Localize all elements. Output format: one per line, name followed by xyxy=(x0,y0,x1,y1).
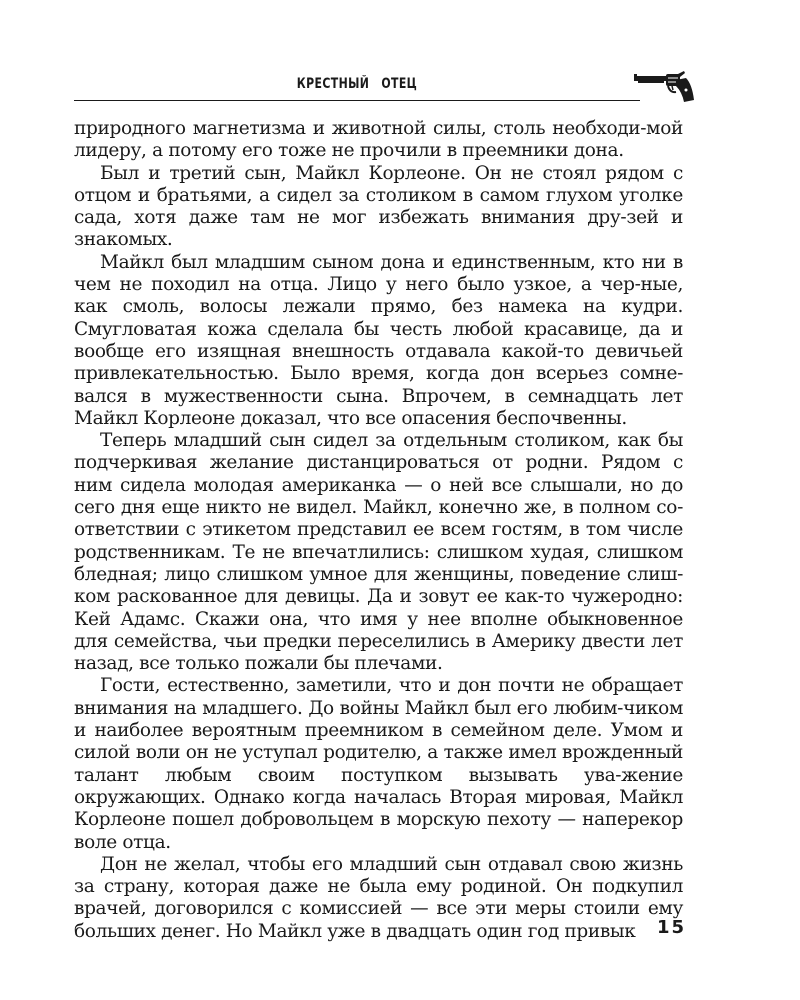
body-text xyxy=(74,118,683,943)
paragraph: природного магнетизма и животной силы, столь необходи-мой лидеру, а потому его тоже не прочили в преемники дона. xyxy=(74,118,683,162)
paragraph: Был и третий сын, Майкл Корлеоне. Он не стоял рядом с отцом и братьями, а сидел за столиком в самом глухом уголке сада, хотя даже там не мог избежать внимания дру-зей и знакомых. xyxy=(74,162,683,251)
paragraph: Гости, естественно, заметили, что и дон почти не обращает внимания на младшего. До войны Майкл был его любим-чиком и наиболее вероятным преемником в семейном деле. Умом и силой воли он не уступал родителю, а также имел врожденный талант любым своим поступком вызывать ува-жение окружающих. Однако когда началась Вторая мировая, Майкл Корлеоне пошел добровольцем в морскую пехоту — наперекор воле отца. xyxy=(74,675,683,853)
running-header xyxy=(74,70,640,101)
paragraph: Дон не желал, чтобы его младший сын отдавал свою жизнь за страну, которая даже не была ему родиной. Он подкупил врачей, договорился с комиссией — все эти меры стоили ему больших денег. Но Майкл уже в двадцать один год привык xyxy=(74,853,683,942)
revolver-icon xyxy=(632,70,696,104)
running-title: КРЕСТНЫЙ ОТЕЦ xyxy=(296,76,418,92)
page-number: 15 xyxy=(656,917,686,938)
paragraph: Майкл был младшим сыном дона и единственным, кто ни в чем не походил на отца. Лицо у него было узкое, а чер-ные, как смоль, волосы лежали прямо, без намека на кудри. Смугловатая кожа сделала бы честь любой красавице, да и вообще его изящная внешность отдавала какой-то девичьей привлекательностью. Было время, когда дон всерьез сомне-вался в мужественности сына. Впрочем, в семнадцать лет Майкл Корлеоне доказал, что все опасения беспочвенны. xyxy=(74,251,683,429)
paragraph: Теперь младший сын сидел за отдельным столиком, как бы подчеркивая желание дистанцироваться от родни. Рядом с ним сидела молодая американка — о ней все слышали, но до сего дня еще никто не видел. Майкл, конечно же, в полном со-ответствии с этикетом представил ее всем гостям, в том числе родственникам. Те не впечатлились: слишком худая, слишком бледная; лицо слишком умное для женщины, поведение слиш-ком раскованное для девицы. Да и зовут ее как-то чужеродно: Кей Адамс. Скажи она, что имя у нее вполне обыкновенное для семейства, чьи предки переселились в Америку двести лет назад, все только пожали бы плечами. xyxy=(74,430,683,675)
